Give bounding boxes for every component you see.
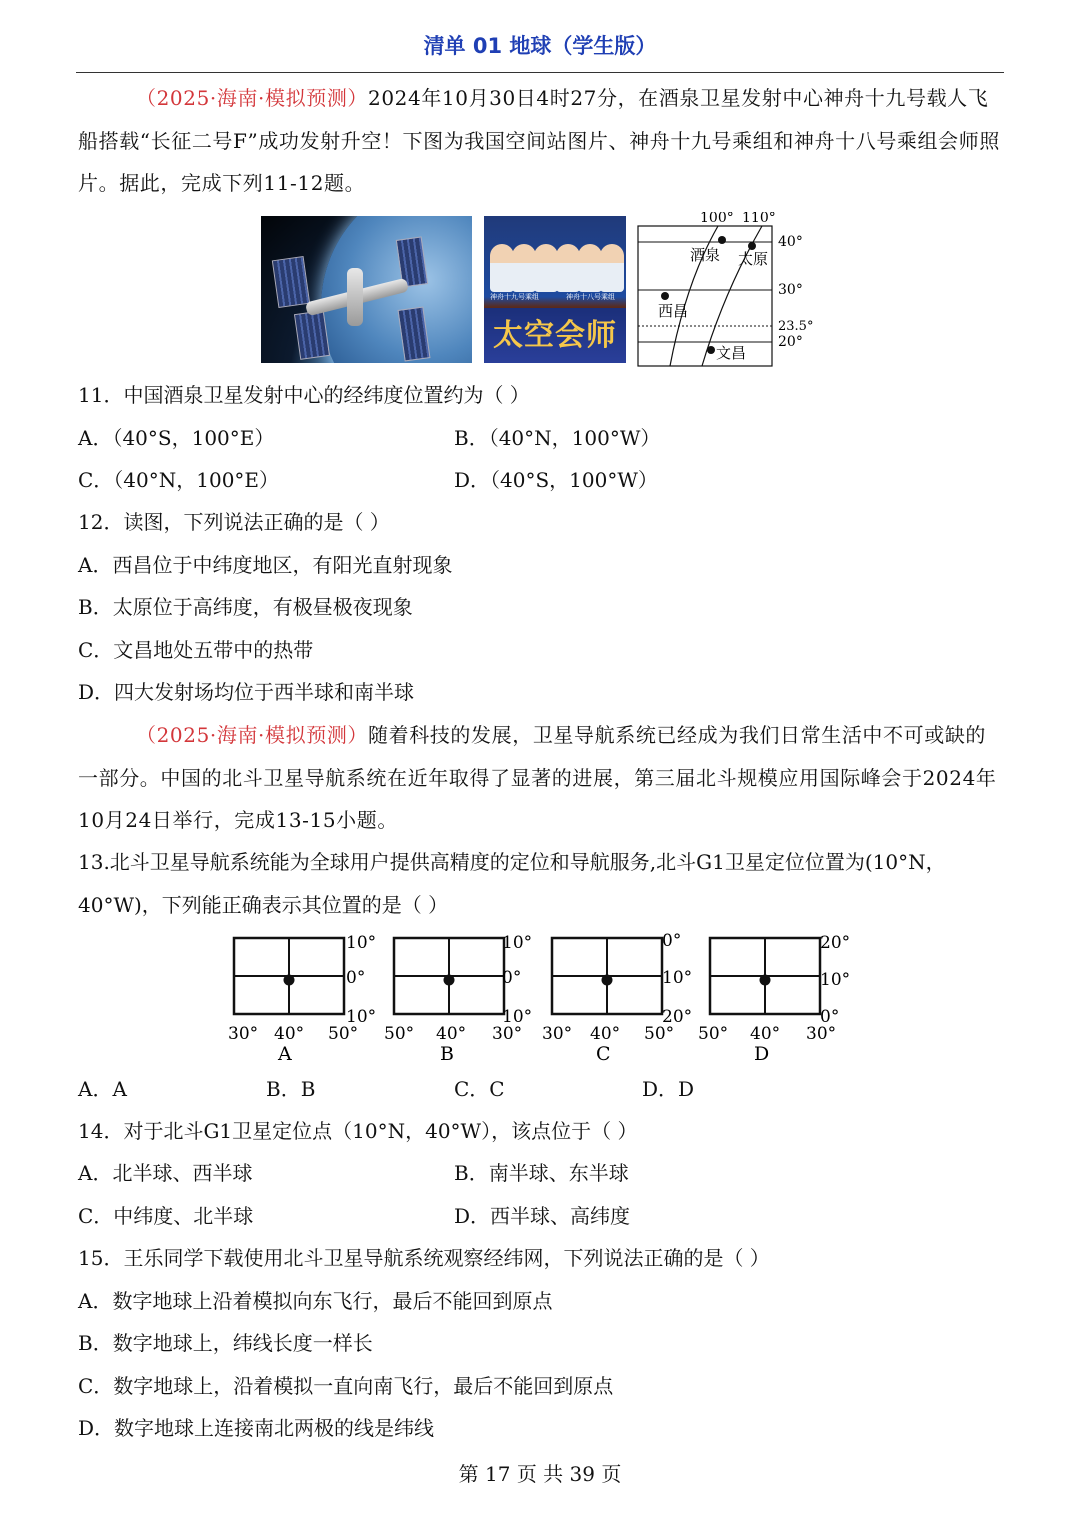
- grid-lat-label: 0°: [662, 931, 682, 951]
- intro-paragraph-1: [78, 77, 1004, 205]
- crew-label-18: 神舟十八号乘组: [566, 293, 615, 301]
- grid-lon-label: 40°: [274, 1024, 305, 1044]
- grid-lat-label: 10°: [346, 933, 377, 953]
- astronaut: [512, 244, 536, 292]
- intro-text: 2024年10月30日4时27分，在酒泉卫星发射中心神舟十九号载人飞船搭载“长征二号F”成功发射升空！下图为我国空间站图片、神舟十九号乘组和神舟十八号乘组会师照片。据此，完成下列11-12题。: [78, 86, 1000, 195]
- question-14-stem: 14．对于北斗G1卫星定位点（10°N，40°W），该点位于（ ）: [78, 1119, 638, 1143]
- q14-option-d[interactable]: D．西半球、高纬度: [454, 1204, 631, 1228]
- lon-label-100: 100°: [700, 212, 734, 226]
- astronaut: [556, 244, 580, 292]
- q11-option-a[interactable]: A．（40°S，100°E）: [78, 426, 275, 450]
- q11-option-c[interactable]: C．（40°N，100°E）: [78, 468, 280, 492]
- grid-lon-label: 50°: [384, 1024, 415, 1044]
- marker-jiuquan: [718, 236, 726, 244]
- grid-point: [602, 975, 613, 986]
- grid-letter: C: [596, 1043, 611, 1065]
- grid-lat-label: 10°: [820, 970, 851, 990]
- lat-lon-grid-figure: [226, 928, 856, 1068]
- grid-letter: B: [440, 1043, 454, 1065]
- grid-lon-label: 40°: [436, 1024, 467, 1044]
- grid-lat-label: 10°: [502, 1007, 533, 1027]
- question-11-stem: 11．中国酒泉卫星发射中心的经纬度位置约为（ ）: [78, 383, 530, 407]
- launch-site-map: [634, 212, 824, 372]
- q12-option-c[interactable]: C．文昌地处五带中的热带: [78, 638, 314, 662]
- grid-option-c: [542, 931, 692, 1065]
- q11-option-b[interactable]: B．（40°N，100°W）: [454, 426, 661, 450]
- lat-label-40: 40°: [778, 234, 803, 250]
- marker-xichang: [661, 292, 669, 300]
- grid-lon-label: 50°: [644, 1024, 675, 1044]
- marker-taiyuan: [748, 242, 756, 250]
- grid-lon-label: 50°: [698, 1024, 729, 1044]
- space-station-photo: [261, 216, 472, 363]
- question-13-stem: 13.北斗卫星导航系统能为全球用户提供高精度的定位和导航服务,北斗G1卫星定位位置为(10°N，40°W)，下列能正确表示其位置的是（ ）: [78, 850, 946, 917]
- page-header-title: 清单 01 地球（学生版）: [423, 34, 657, 58]
- grid-lon-label: 50°: [328, 1024, 359, 1044]
- q11-option-d[interactable]: D．（40°S，100°W）: [454, 468, 658, 492]
- q15-option-d[interactable]: D．数字地球上连接南北两极的线是纬线: [78, 1416, 435, 1440]
- grid-lat-label: 10°: [662, 968, 693, 988]
- place-xichang: 西昌: [658, 302, 689, 320]
- intro-paragraph-2: [78, 714, 1004, 842]
- astronaut: [600, 244, 624, 292]
- lat-label-30: 30°: [778, 282, 803, 298]
- q13-option-b[interactable]: B．B: [266, 1077, 316, 1101]
- q15-option-b[interactable]: B．数字地球上，纬线长度一样长: [78, 1331, 373, 1355]
- lat-label-20: 20°: [778, 334, 803, 350]
- grid-lon-label: 40°: [590, 1024, 621, 1044]
- crew-meeting-photo: [484, 216, 626, 363]
- q13-option-a[interactable]: A．A: [78, 1077, 127, 1101]
- grid-lon-label: 30°: [492, 1024, 523, 1044]
- grid-point: [760, 975, 771, 986]
- question-15-stem: 15．王乐同学下载使用北斗卫星导航系统观察经纬网，下列说法正确的是（ ）: [78, 1246, 770, 1270]
- source-tag: （2025·海南·模拟预测）: [136, 723, 369, 747]
- grid-lat-label: 20°: [820, 933, 851, 953]
- lon-label-110: 110°: [742, 212, 776, 226]
- intro-text: 随着科技的发展，卫星导航系统已经成为我们日常生活中不可或缺的一部分。中国的北斗卫星导航系统在近年取得了显著的进展，第三届北斗规模应用国际峰会于2024年10月24日举行，完成13-15小题。: [78, 723, 997, 832]
- grid-lat-label: 20°: [662, 1007, 693, 1027]
- astronaut: [490, 244, 514, 292]
- grid-lat-label: 0°: [502, 968, 522, 988]
- grid-lon-label: 30°: [806, 1024, 837, 1044]
- header-divider: [76, 72, 1004, 73]
- grid-option-b: [384, 933, 532, 1065]
- grid-letter: D: [754, 1043, 770, 1065]
- q15-option-c[interactable]: C．数字地球上，沿着模拟一直向南飞行，最后不能回到原点: [78, 1374, 614, 1398]
- astronaut: [578, 244, 602, 292]
- question-12-stem: 12．读图，下列说法正确的是（ ）: [78, 510, 390, 534]
- q14-option-a[interactable]: A．北半球、西半球: [78, 1161, 253, 1185]
- grid-option-a: [228, 933, 376, 1065]
- source-tag: （2025·海南·模拟预测）: [136, 86, 369, 110]
- q12-option-d[interactable]: D．四大发射场均位于西半球和南半球: [78, 680, 415, 704]
- place-jiuquan: 酒泉: [690, 246, 721, 264]
- grid-letter: A: [278, 1043, 292, 1065]
- place-taiyuan: 太原: [738, 250, 769, 268]
- page-number: 第 17 页 共 39 页: [458, 1462, 622, 1486]
- q14-option-b[interactable]: B．南半球、东半球: [454, 1161, 629, 1185]
- grid-point: [444, 975, 455, 986]
- grid-lon-label: 30°: [228, 1024, 259, 1044]
- astronaut: [534, 244, 558, 292]
- q14-option-c[interactable]: C．中纬度、北半球: [78, 1204, 254, 1228]
- q12-option-b[interactable]: B．太原位于高纬度，有极昼极夜现象: [78, 595, 413, 619]
- place-wenchang: 文昌: [716, 344, 747, 362]
- grid-point: [284, 975, 295, 986]
- q13-option-d[interactable]: D．D: [642, 1077, 695, 1101]
- crew-label-19: 神舟十九号乘组: [490, 293, 539, 301]
- lat-label-23-5: 23.5°: [778, 319, 814, 334]
- q15-option-a[interactable]: A．数字地球上沿着模拟向东飞行，最后不能回到原点: [78, 1289, 553, 1313]
- grid-lon-label: 30°: [542, 1024, 573, 1044]
- grid-lat-label: 0°: [346, 968, 366, 988]
- solar-panel: [272, 256, 310, 308]
- marker-wenchang: [707, 346, 715, 354]
- grid-option-d: [698, 933, 850, 1065]
- station-node: [347, 268, 363, 326]
- grid-lat-label: 10°: [346, 1007, 377, 1027]
- crew-banner-text: 太空会师: [484, 308, 626, 363]
- grid-lon-label: 40°: [750, 1024, 781, 1044]
- grid-lat-label: 0°: [820, 1007, 840, 1027]
- solar-panel: [294, 310, 330, 360]
- grid-lat-label: 10°: [502, 933, 533, 953]
- q12-option-a[interactable]: A．西昌位于中纬度地区，有阳光直射现象: [78, 553, 453, 577]
- q13-option-c[interactable]: C．C: [454, 1077, 505, 1101]
